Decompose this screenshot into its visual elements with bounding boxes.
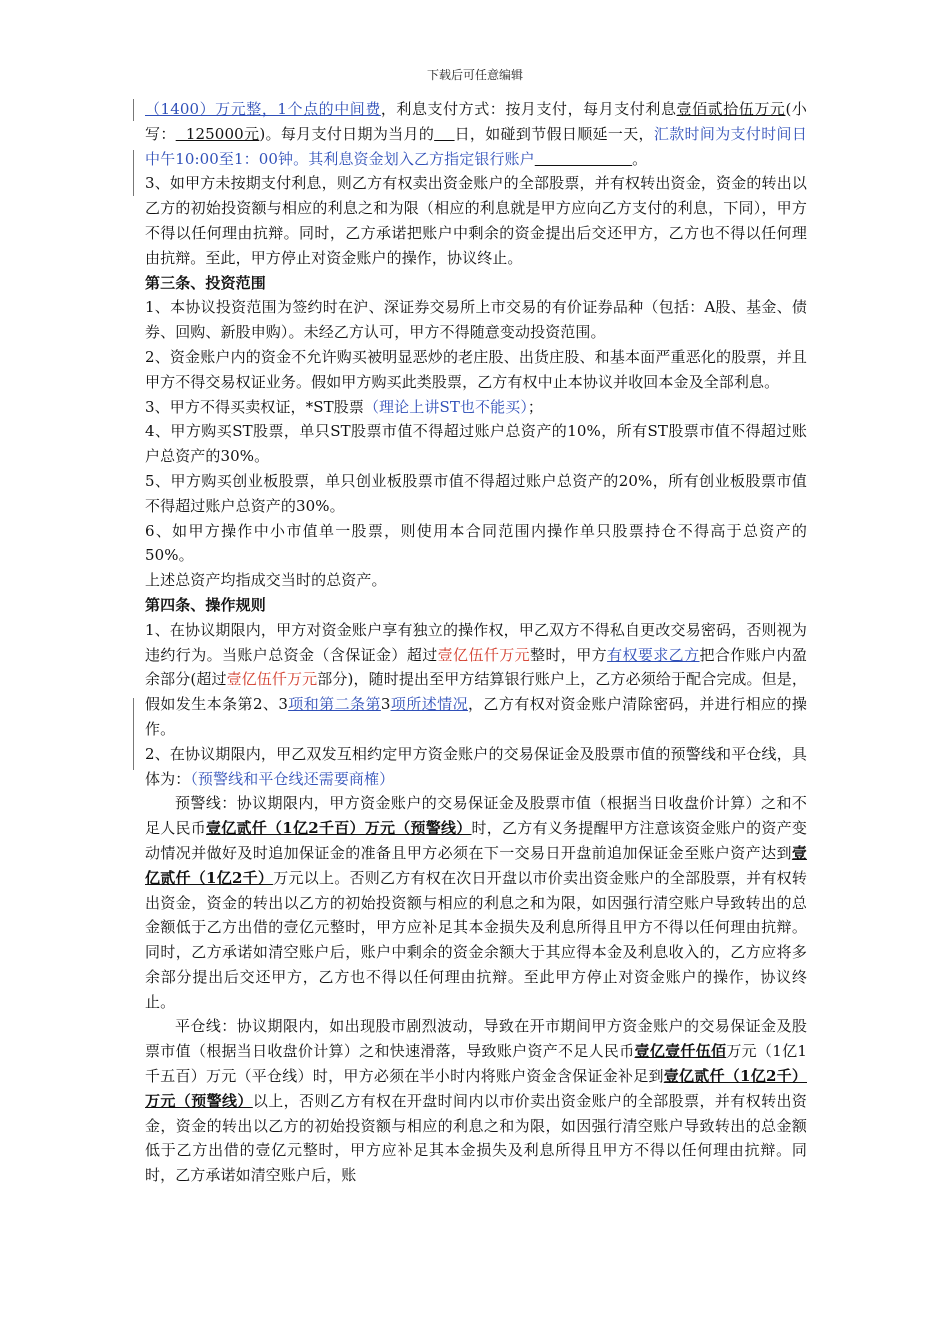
- paragraph-total-assets-note: 上述总资产均指成交当时的总资产。: [145, 571, 387, 590]
- revision-bar: [133, 698, 134, 770]
- warning-line-amount: 壹亿贰仟（1亿2千）万元（预警线）: [145, 1067, 807, 1110]
- document-body: [145, 97, 807, 1188]
- remittance-time-text: 汇款时间为支付时间日中午10:00至1：00钟。其利息资金划入乙方指定银行账户: [145, 124, 807, 168]
- paragraph-article-3-2: 2、资金账户内的资金不允许购买被明显恶炒的老庄股、出货庄股、和基本面严重恶化的股票，并且甲方不得交易权证业务。假如甲方购买此类股票，乙方有权中止本协议并收回本金及全部利息。: [145, 347, 807, 391]
- clause-reference-link: 项和第二条第: [288, 695, 381, 714]
- paragraph-article-3-4: 4、甲方购买ST股票，单只ST股票市值不得超过账户总资产的10%，所有ST股票市值不得超过账户总资产的30%。: [145, 422, 807, 466]
- liquidation-line-amount: 壹亿壹仟伍佰: [634, 1042, 727, 1061]
- st-note: （理论上讲ST也不能买）: [363, 397, 528, 416]
- paragraph-clause-2-3: 3、如甲方未按期支付利息，则乙方有权卖出资金账户的全部股票，并有权转出资金，资金的转出以乙方的初始投资额与相应的利息之和为限（相应的利息就是甲方应向乙方支付的利息，下同），甲方不得以任何理由抗辩。同时，乙方承诺把账户中剩余的资金提出后交还甲方，乙方也不得以任何理由抗辩。至此，甲方停止对资金账户的操作，协议终止。: [145, 174, 807, 267]
- paragraph-article-3-5: 5、甲方购买创业板股票，单只创业板股票市值不得超过账户总资产的20%，所有创业板股票市值不得超过账户总资产的30%。: [145, 471, 807, 515]
- right-to-request-link: 有权要求乙方: [607, 645, 700, 664]
- paragraph-liquidation-line: 平仓线：协议期限内，如出现股市剧烈波动，导致在开市期间甲方资金账户的交易保证金及股票市值（根据当日收盘价计算）之和快速滑落，导致账户资产不足人民币壹亿壹仟伍佰万元（1亿1千五百）万元（平仓线）时，甲方必须在半小时内将账户资金含保证金补足到壹亿贰仟（1亿2千）万元（预警线）以上，否则乙方有权在开盘时间内以市价卖出资金账户的全部股票，并有权转出资金，资金的转出以乙方的初始投资额与相应的利息之和为限，如因强行清空账户导致转出的总金额低于乙方出借的壹亿元整时，甲方应补足其本金损失及利息所得且甲方不得以任何理由抗辩。同时，乙方承诺如清空账户后，账: [145, 1017, 808, 1185]
- threshold-amount: 壹亿伍仟万元: [437, 645, 531, 664]
- paragraph-article-4-1: 1、在协议期限内，甲方对资金账户享有独立的操作权，甲乙双方不得私自更改交易密码，否则视为违约行为。当账户总资金（含保证金）超过壹亿伍仟万元整时，甲方有权要求乙方把合作账户内盈余部分(超过壹亿伍仟万元部分)，随时提出至甲方结算银行账户上，乙方必须给于配合完成。但是，假如发生本条第2、3项和第二条第3项所述情况，乙方有权对资金账户清除密码，并进行相应的操作。: [145, 620, 808, 738]
- bank-account-blank: [535, 150, 632, 168]
- paragraph-article-3-3: 3、甲方不得买卖权证，*ST股票（理论上讲ST也不能买）；: [145, 397, 544, 416]
- revision-bar: [133, 99, 134, 121]
- payment-day-blank: [434, 125, 454, 143]
- threshold-amount: 壹亿伍仟万元: [226, 670, 318, 689]
- warning-line-amount: 壹亿贰仟（1亿2千）: [145, 843, 807, 887]
- paragraph-warning-line: 预警线：协议期限内，甲方资金账户的交易保证金及股票市值（根据当日收盘价计算）之和不足人民币壹亿贰仟（1亿2千百）万元（预警线）时，乙方有义务提醒甲方注意该资金账户的资产变动情况并做好及时追加保证金的准备且甲方必须在下一交易日开盘前追加保证金至账户资产达到壹亿贰仟（1亿2千）万元以上。否则乙方有权在次日开盘以市价卖出资金账户的全部股票，并有权转出资金，资金的转出以乙方的初始投资额与相应的利息之和为限，如因强行清空账户导致转出的总金额低于乙方出借的壹亿元整时，甲方应补足其本金损失及利息所得且甲方不得以任何理由抗辩。同时，乙方承诺如清空账户后，账户中剩余的资金余额大于其应得本金及利息收入的，乙方应将多余部分提出后交还甲方，乙方也不得以任何理由抗辩。至此甲方停止对资金账户的操作，协议终止。: [145, 794, 807, 1011]
- page-header: 下载后可任意编辑: [426, 68, 523, 82]
- heading-article-3: 第三条、投资范围: [145, 273, 266, 292]
- paragraph-article-3-1: 1、本协议投资范围为签约时在沪、深证券交易所上市交易的有价证券品种（包括：A股、基金、债券、回购、新股申购）。未经乙方认可，甲方不得随意变动投资范围。: [145, 298, 807, 342]
- loan-amount-text: （1400）万元整，1个点的中间费: [145, 100, 381, 118]
- paragraph-article-4-2: 2、在协议期限内，甲乙双发互相约定甲方资金账户的交易保证金及股票市值的预警线和平仓线，具体为：（预警线和平仓线还需要商榷）: [145, 744, 807, 788]
- clause-reference-link: 项所述情况: [390, 695, 468, 714]
- warning-line-amount: 壹亿贰仟（1亿2千百）万元（预警线）: [206, 819, 472, 838]
- paragraph-article-3-6: 6、如甲方操作中小市值单一股票，则使用本合同范围内操作单只股票持仓不得高于总资产的50%。: [145, 521, 807, 565]
- heading-article-4: 第四条、操作规则: [145, 595, 266, 614]
- monthly-interest-text: 壹佰贰拾伍万元: [676, 100, 786, 118]
- negotiation-note: （预警线和平仓线还需要商榷）: [190, 769, 395, 788]
- paragraph-interest-payment: （1400）万元整，1个点的中间费，利息支付方式：按月支付，每月支付利息壹佰贰拾伍万元(小写： 125000元)。每月支付日期为当月的 日，如碰到节假日顺延一天，汇款时间为支付时间日中午10:00至1：00钟。其利息资金划入乙方指定银行账户 。: [145, 100, 807, 168]
- revision-bar: [133, 150, 134, 196]
